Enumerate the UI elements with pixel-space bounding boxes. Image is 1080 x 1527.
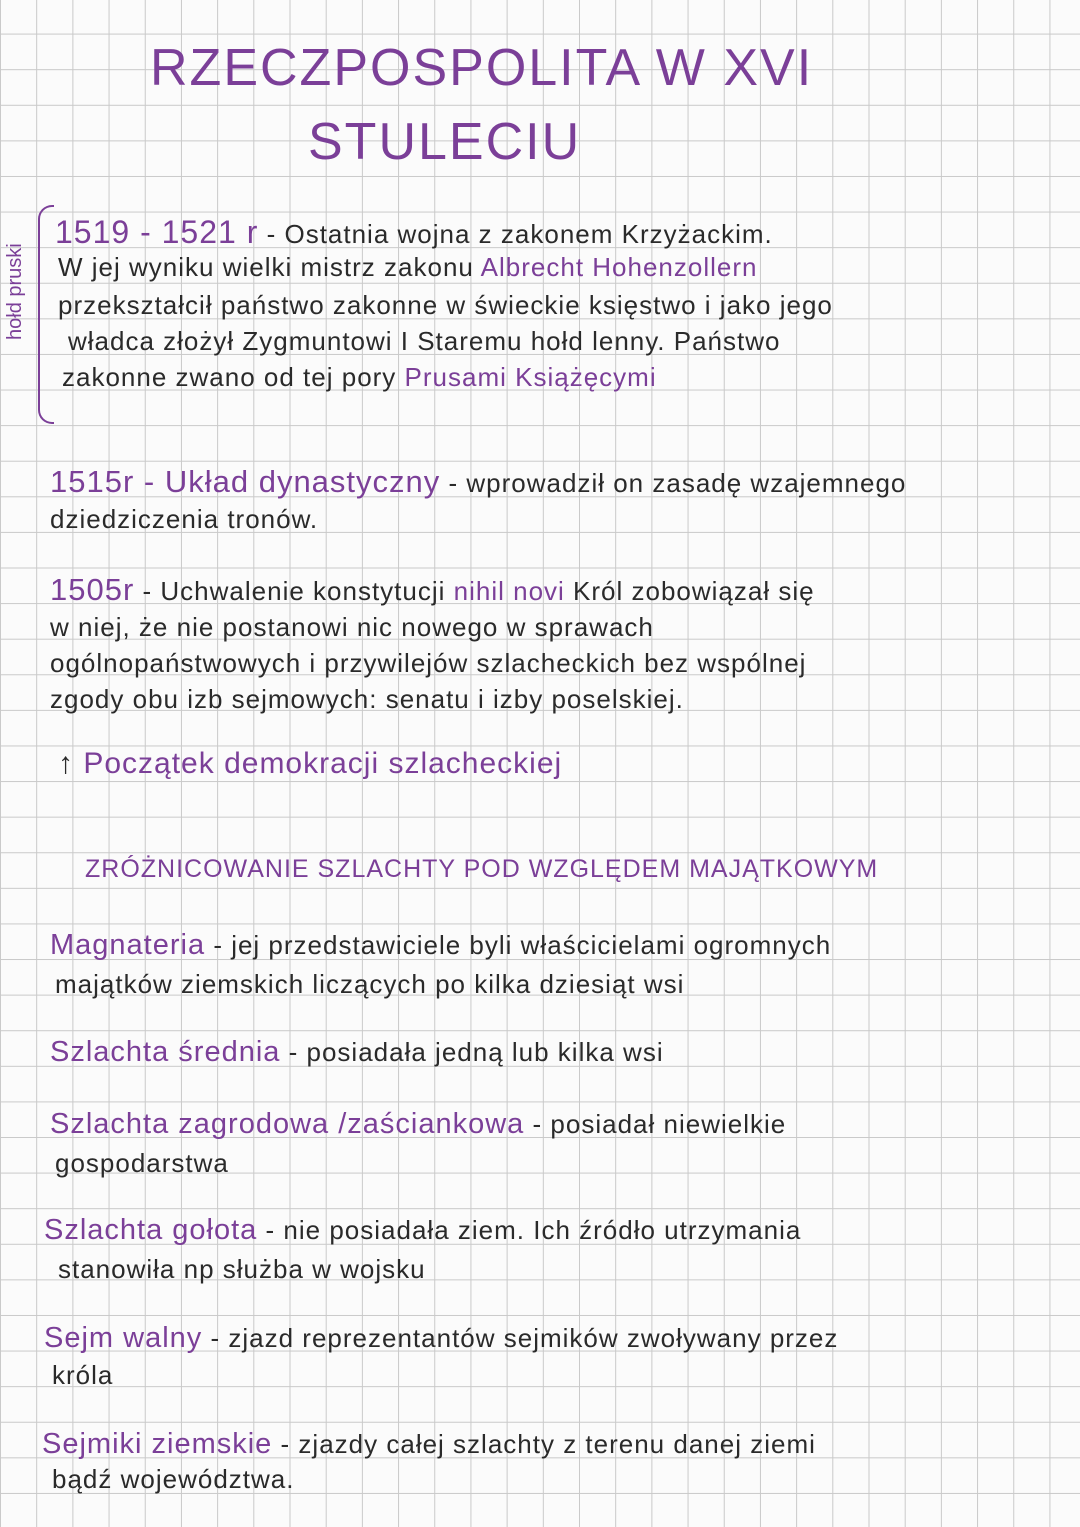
s1-line-1 — [55, 214, 773, 251]
title-line-2: STULECIU — [308, 113, 582, 171]
s1-date: 1519 - 1521 r — [55, 214, 259, 250]
s1-name: Albrecht Hohenzollern — [480, 252, 758, 282]
s1-line-4: władca złożył Zygmuntowi I Staremu hołd lenny. Państwo — [68, 326, 781, 356]
def-sejmiki-ziemskie-2: bądź województwa. — [52, 1464, 295, 1494]
arrow-up-icon: ↑ — [58, 747, 74, 780]
s1-term: Prusami Książęcymi — [404, 362, 657, 392]
def-szlachta-zagrodowa — [50, 1108, 786, 1141]
s1-text: zakonne zwano od tej pory — [62, 362, 405, 392]
def-text: - jej przedstawiciele byli właścicielami ogromnych — [205, 930, 832, 960]
def-magnateria — [50, 929, 831, 962]
def-text: - posiadała jedną lub kilka wsi — [280, 1037, 664, 1067]
title-line-1: RZECZPOSPOLITA W XVI — [150, 39, 814, 97]
s3-line-2: w niej, że nie postanowi nic nowego w sprawach — [50, 612, 654, 642]
def-term: Szlachta średnia — [50, 1036, 281, 1068]
s3-text: - Uchwalenie konstytucji — [134, 576, 454, 606]
s3-term: nihil novi — [453, 576, 565, 606]
def-szlachta-zagrodowa-2: gospodarstwa — [55, 1148, 229, 1178]
def-text: - nie posiadała ziem. Ich źródło utrzymania — [257, 1215, 802, 1245]
s2-text: - wprowadził on zasadę wzajemnego — [440, 468, 907, 498]
def-term: Szlachta gołota — [44, 1214, 258, 1246]
s2-line-1 — [50, 464, 906, 500]
s3-date: 1505r — [50, 572, 135, 607]
def-term: Szlachta zagrodowa /zaściankowa — [50, 1108, 525, 1140]
def-text: - posiadał niewielkie — [524, 1109, 787, 1139]
def-szlachta-golota — [44, 1214, 801, 1247]
side-label: hołd pruski — [4, 243, 26, 340]
def-szlachta-golota-2: stanowiła np służba w wojsku — [58, 1254, 426, 1284]
s2-line-2: dziedziczenia tronów. — [50, 504, 319, 534]
def-text: - zjazd reprezentantów sejmików zwoływany przez — [202, 1323, 839, 1353]
s1-line-2 — [58, 252, 757, 283]
s3-note-text: Początek demokracji szlacheckiej — [83, 747, 563, 780]
s3-text: Król zobowiązał się — [564, 576, 815, 606]
def-sejm-walny-2: króla — [52, 1360, 114, 1390]
s1-line-3: przekształcił państwo zakonne w świeckie księstwo i jako jego — [58, 290, 833, 320]
def-szlachta-srednia — [50, 1036, 664, 1069]
brace-decoration — [38, 205, 54, 424]
def-sejm-walny — [44, 1322, 838, 1355]
s1-line-5 — [62, 362, 657, 393]
s1-text: W jej wyniku wielki mistrz zakonu — [58, 252, 481, 282]
def-sejmiki-ziemskie — [42, 1428, 816, 1461]
s3-line-4: zgody obu izb sejmowych: senatu i izby poselskiej. — [50, 684, 684, 714]
s3-line-3: ogólnopaństwowych i przywilejów szlacheckich bez wspólnej — [50, 648, 807, 678]
def-magnateria-2: majątków ziemskich liczących po kilka dziesiąt wsi — [55, 969, 685, 999]
def-term: Magnateria — [50, 929, 206, 961]
s3-note — [58, 747, 562, 781]
def-term: Sejmiki ziemskie — [42, 1428, 273, 1460]
def-term: Sejm walny — [44, 1322, 203, 1354]
def-text: - zjazdy całej szlachty z terenu danej ziemi — [272, 1429, 816, 1459]
s2-date: 1515r - Układ dynastyczny — [50, 464, 441, 499]
s1-text: - Ostatnia wojna z zakonem Krzyżackim. — [258, 219, 773, 249]
section-heading: ZRÓŻNICOWANIE SZLACHTY POD WZGLĘDEM MAJĄTKOWYM — [85, 855, 879, 883]
s3-line-1 — [50, 572, 815, 608]
